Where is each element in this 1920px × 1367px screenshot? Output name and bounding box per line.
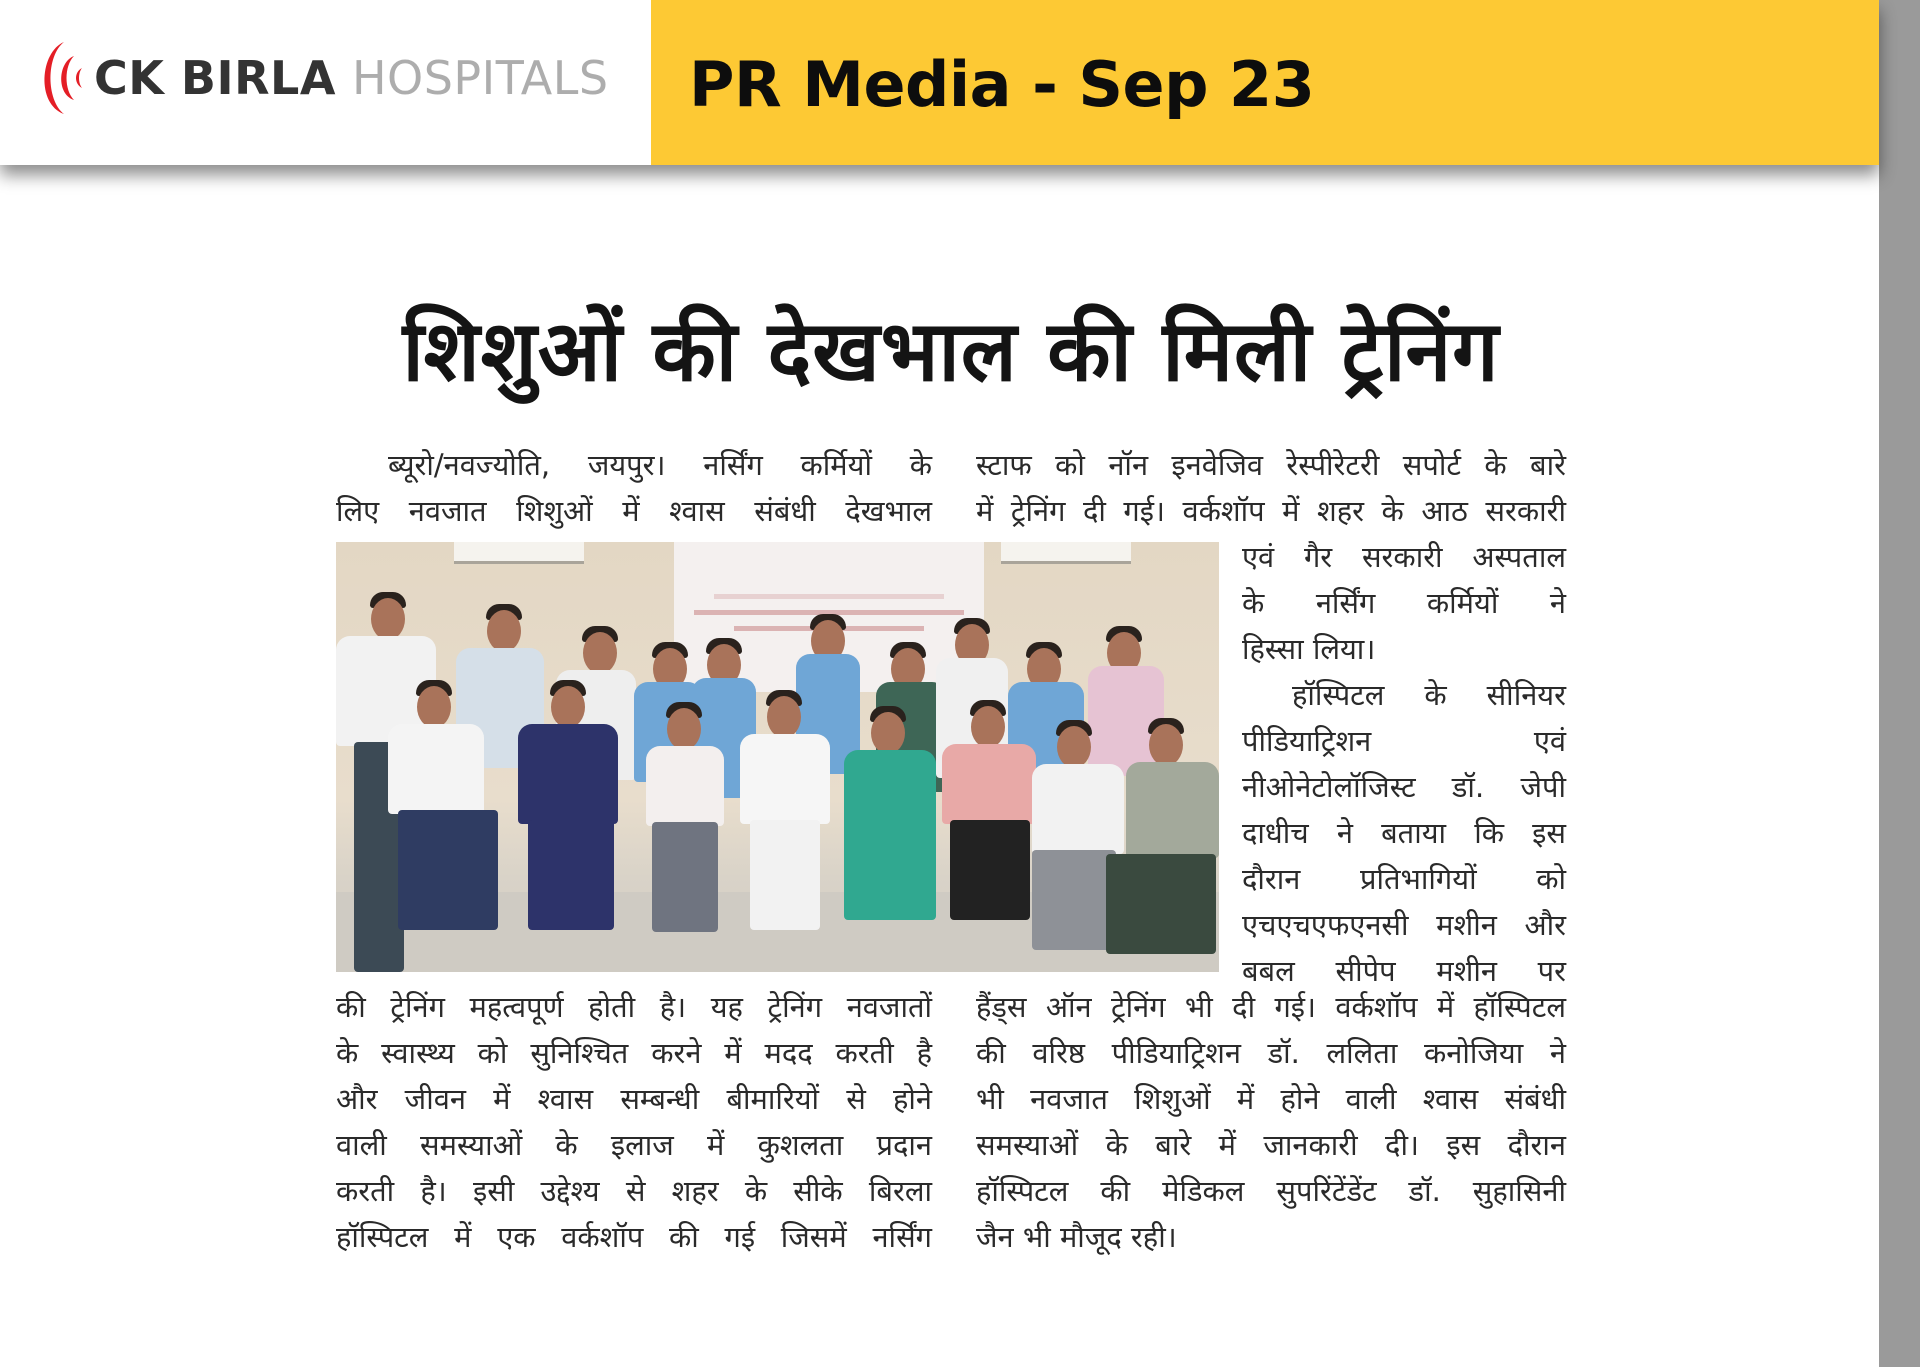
text-line: दौरान प्रतिभागियों को bbox=[1242, 862, 1566, 896]
text-line: बबल सीपेप मशीन पर bbox=[1242, 954, 1566, 988]
text-line: नीओनेटोलॉजिस्ट डॉ. जेपी bbox=[1242, 770, 1566, 804]
title-panel bbox=[651, 0, 1879, 165]
page-title: PR Media - Sep 23 bbox=[689, 48, 1315, 121]
text-line: दाधीच ने बताया कि इस bbox=[1242, 816, 1566, 850]
text-line: करती है। इसी उद्देश्य से शहर के सीके बिरला bbox=[336, 1174, 932, 1208]
logo-panel bbox=[0, 0, 651, 165]
text-line: वाली समस्याओं के इलाज में कुशलता प्रदान bbox=[336, 1128, 932, 1162]
text-line: एवं गैर सरकारी अस्पताल bbox=[1242, 540, 1566, 574]
logo-brand-light: HOSPITALS bbox=[351, 51, 609, 105]
text-line: हॉस्पिटल में एक वर्कशॉप की गई जिसमें नर्सिंग bbox=[336, 1220, 932, 1254]
text-line: हॉस्पिटल के सीनियर bbox=[1292, 678, 1566, 712]
text-line: हॉस्पिटल की मेडिकल सुपरिंटेंडेंट डॉ. सुहासिनी bbox=[976, 1174, 1566, 1208]
group-photo bbox=[336, 542, 1219, 972]
signal-arcs-icon bbox=[34, 38, 90, 118]
article-headline: शिशुओं की देखभाल की मिली ट्रेनिंग bbox=[402, 302, 1500, 400]
column-right-bottom bbox=[976, 984, 1566, 1260]
logo-brand-bold: CK BIRLA bbox=[94, 51, 336, 105]
text-line: की ट्रेनिंग महत्वपूर्ण होती है। यह ट्रेनिंग नवजातों bbox=[336, 990, 932, 1024]
text-line: स्टाफ को नॉन इनवेजिव रेस्पीरेटरी सपोर्ट के बारे bbox=[976, 448, 1566, 482]
newspaper-clipping bbox=[336, 290, 1566, 1270]
text-line: भी नवजात शिशुओं में होने वाली श्वास संबंधी bbox=[976, 1082, 1566, 1116]
side-strip bbox=[1879, 0, 1920, 1367]
text-line: की वरिष्ठ पीडियाट्रिशन डॉ. ललिता कनोजिया ने bbox=[976, 1036, 1566, 1070]
text-line: में ट्रेनिंग दी गई। वर्कशॉप में शहर के आठ सरकारी bbox=[976, 494, 1566, 528]
text-line: हिस्सा लिया। bbox=[1242, 632, 1376, 666]
text-line: और जीवन में श्वास सम्बन्धी बीमारियों से होने bbox=[336, 1082, 932, 1116]
ck-birla-logo bbox=[34, 38, 609, 118]
column-right-narrow bbox=[1242, 534, 1566, 994]
text-line: समस्याओं के बारे में जानकारी दी। इस दौरान bbox=[976, 1128, 1566, 1162]
header bbox=[0, 0, 1879, 165]
column-left-bottom bbox=[336, 984, 932, 1260]
column-left-top bbox=[336, 442, 932, 534]
text-line: पीडियाट्रिशन एवं bbox=[1242, 724, 1566, 758]
column-right-top bbox=[976, 442, 1566, 534]
text-line: के स्वास्थ्य को सुनिश्चित करने में मदद करती है bbox=[336, 1036, 932, 1070]
text-line: एचएचएफएनसी मशीन और bbox=[1242, 908, 1566, 942]
text-line: जैन भी मौजूद रही। bbox=[976, 1220, 1177, 1254]
text-line: के नर्सिंग कर्मियों ने bbox=[1242, 586, 1566, 620]
text-line: हैंड्स ऑन ट्रेनिंग भी दी गई। वर्कशॉप में हॉस्पिटल bbox=[976, 990, 1566, 1024]
text-line: ब्यूरो/नवज्योति, जयपुर। नर्सिंग कर्मियों के bbox=[388, 448, 932, 482]
text-line: लिए नवजात शिशुओं में श्वास संबंधी देखभाल bbox=[336, 494, 932, 528]
